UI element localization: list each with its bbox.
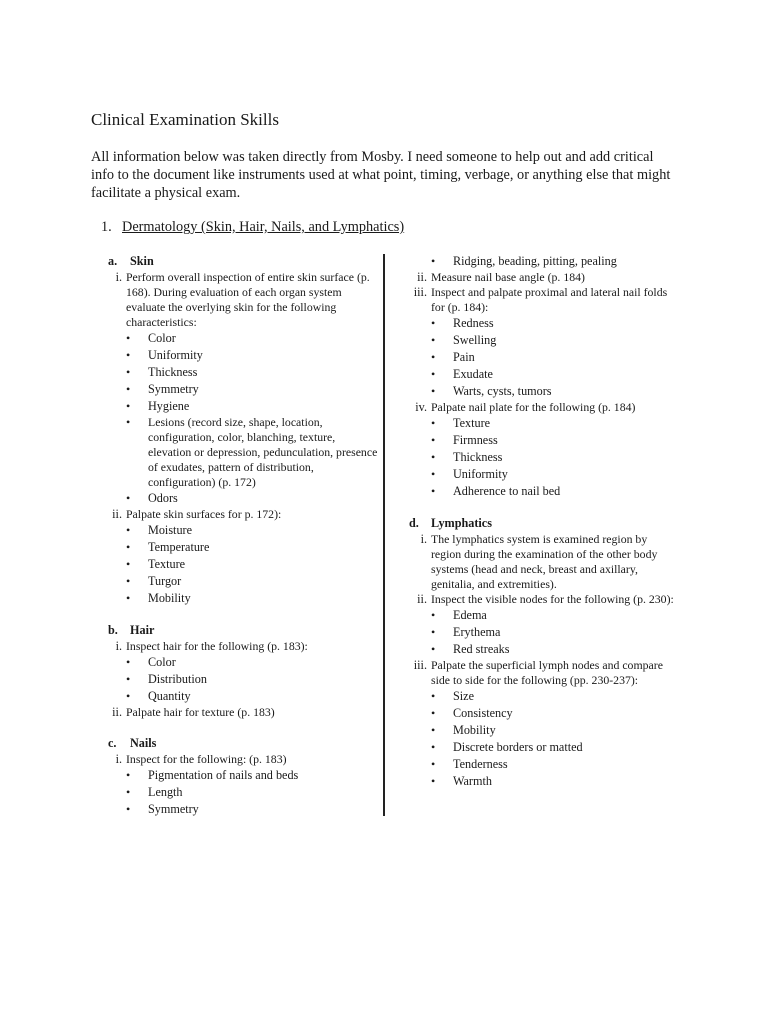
nails-item-iii: iii. Inspect and palpate proximal and lateral nail folds for (p. 184):: [413, 285, 668, 314]
list-item: [409, 607, 679, 624]
bullet-icon: •: [431, 254, 436, 268]
bullet-icon: •: [126, 491, 131, 505]
list-item-text: Hygiene: [148, 399, 190, 413]
bullet-icon: •: [431, 433, 436, 447]
nails-item-ii: ii. Measure nail base angle (p. 184): [417, 270, 585, 284]
list-item: [108, 784, 378, 801]
list-item-text: Warmth: [453, 774, 492, 788]
bullet-icon: •: [126, 689, 131, 703]
list-item: [108, 347, 378, 364]
bullet-icon: •: [126, 768, 131, 782]
bullet-icon: •: [431, 333, 436, 347]
hair-item-ii: ii. Palpate hair for texture (p. 183): [112, 705, 275, 719]
hair-item-i: i. Inspect hair for the following (p. 183):: [115, 639, 308, 653]
list-item-text: Pigmentation of nails and beds: [148, 768, 299, 782]
list-item: [409, 624, 679, 641]
subsection-heading-skin: a. Skin: [108, 254, 154, 268]
list-item: • Ridging, beading, pitting, pealing: [431, 254, 617, 268]
bullet-icon: •: [126, 655, 131, 669]
list-item: [409, 332, 679, 349]
subsection-heading-lymphatics: d. Lymphatics: [409, 516, 492, 530]
list-item-text: Uniformity: [148, 348, 203, 362]
list-item-text: Color: [148, 331, 176, 345]
list-item: [108, 654, 378, 671]
bullet-icon: •: [126, 331, 131, 345]
list-item: [409, 722, 679, 739]
bullet-icon: •: [126, 523, 131, 537]
list-item: [108, 671, 378, 688]
bullet-icon: •: [126, 785, 131, 799]
bullet-icon: •: [431, 740, 436, 754]
list-item-text: Consistency: [453, 706, 513, 720]
list-item: [108, 522, 378, 539]
nail-folds-list: [409, 315, 679, 400]
list-item-text: Color: [148, 655, 176, 669]
list-item: [409, 349, 679, 366]
bullet-icon: •: [431, 642, 436, 656]
list-item: [108, 767, 378, 784]
list-item-text: Pain: [453, 350, 475, 364]
list-item-text: Exudate: [453, 367, 493, 381]
section-title: Dermatology (Skin, Hair, Nails, and Lymphatics): [122, 219, 405, 235]
list-item-text: Swelling: [453, 333, 497, 347]
list-item-text: Turgor: [148, 574, 182, 588]
list-item-text: Mobility: [453, 723, 496, 737]
bullet-icon: •: [431, 608, 436, 622]
lymph-item-iii: iii. Palpate the superficial lymph nodes and compare side to side for the following (pp. 230-237):: [413, 658, 663, 687]
list-item: [409, 415, 679, 432]
list-item: [409, 432, 679, 449]
bullet-icon: •: [431, 625, 436, 639]
list-item-text: Texture: [148, 557, 186, 571]
bullet-icon: •: [431, 757, 436, 771]
list-item-text: Firmness: [453, 433, 498, 447]
list-item: [108, 398, 378, 415]
list-item: [108, 539, 378, 556]
right-column: [409, 253, 679, 790]
skin-characteristics-list: [108, 330, 378, 507]
bullet-icon: •: [126, 672, 131, 686]
bullet-icon: •: [431, 723, 436, 737]
list-item-text: Symmetry: [148, 382, 199, 396]
bullet-icon: •: [126, 415, 131, 429]
bullet-icon: •: [431, 350, 436, 364]
list-item: [409, 705, 679, 722]
nails-inspect-list: [108, 767, 378, 818]
skin-item-i: i. Perform overall inspection of entire skin surface (p. 168). During evaluation of each organ system evaluate the overlying skin for the following characteristics:: [115, 270, 370, 329]
list-item: [108, 801, 378, 818]
list-item-text: Edema: [453, 608, 487, 622]
list-item-text: Discrete borders or matted: [453, 740, 583, 754]
bullet-icon: •: [126, 365, 131, 379]
bullet-icon: •: [126, 540, 131, 554]
hair-inspect-list: [108, 654, 378, 705]
subsection-heading-hair: b. Hair: [108, 623, 155, 637]
bullet-icon: •: [431, 384, 436, 398]
list-item: [108, 556, 378, 573]
bullet-icon: •: [126, 802, 131, 816]
list-item-text: Distribution: [148, 672, 207, 686]
visible-nodes-list: [409, 607, 679, 658]
skin-palpate-list: [108, 522, 378, 607]
list-item-text: Thickness: [148, 365, 198, 379]
list-item: [108, 688, 378, 705]
list-item-text: Thickness: [453, 450, 503, 464]
page-title: Clinical Examination Skills: [91, 110, 279, 129]
bullet-icon: •: [431, 450, 436, 464]
bullet-icon: •: [126, 399, 131, 413]
list-item-text: Adherence to nail bed: [453, 484, 561, 498]
skin-item-ii: ii. Palpate skin surfaces for p. 172):: [112, 507, 282, 521]
bullet-icon: •: [126, 591, 131, 605]
list-item: [108, 490, 378, 507]
bullet-icon: •: [126, 348, 131, 362]
bullet-icon: •: [431, 484, 436, 498]
list-item: [108, 415, 378, 490]
bullet-icon: •: [431, 689, 436, 703]
list-item-text: Length: [148, 785, 183, 799]
list-item: [409, 483, 679, 500]
lymph-item-ii: ii. Inspect the visible nodes for the following (p. 230):: [417, 592, 674, 606]
list-item-text: Size: [453, 689, 474, 703]
nails-item-iv: iv. Palpate nail plate for the following (p. 184): [415, 400, 636, 414]
list-item: [108, 590, 378, 607]
subsection-heading-nails: c. Nails: [108, 736, 157, 750]
list-item: [108, 330, 378, 347]
list-item-text: Moisture: [148, 523, 193, 537]
list-item: [409, 315, 679, 332]
bullet-icon: •: [431, 706, 436, 720]
lymph-item-i: i. The lymphatics system is examined region by region during the examination of the other body systems (head and neck, breast and axillary, genitalia, and extremities).: [420, 532, 658, 591]
section-heading: [101, 219, 404, 236]
list-item-text: Tenderness: [453, 757, 508, 771]
list-item-text: Temperature: [148, 540, 210, 554]
list-item: [409, 366, 679, 383]
section-number: 1.: [101, 219, 112, 235]
bullet-icon: •: [431, 367, 436, 381]
list-item: [409, 773, 679, 790]
nail-plate-list: [409, 415, 679, 500]
column-divider: [383, 254, 385, 816]
nails-item-i: i. Inspect for the following: (p. 183): [115, 752, 287, 766]
list-item: [409, 756, 679, 773]
list-item-text: Texture: [453, 416, 491, 430]
list-item-text: Uniformity: [453, 467, 508, 481]
list-item-text: Symmetry: [148, 802, 199, 816]
list-item-text: Warts, cysts, tumors: [453, 384, 552, 398]
list-item: [409, 641, 679, 658]
bullet-icon: •: [431, 316, 436, 330]
list-item-text: Odors: [148, 491, 178, 505]
list-item: [409, 466, 679, 483]
list-item-text: Red streaks: [453, 642, 510, 656]
bullet-icon: •: [431, 416, 436, 430]
bullet-icon: •: [126, 382, 131, 396]
list-item: [409, 688, 679, 705]
list-item: [409, 383, 679, 400]
bullet-icon: •: [126, 557, 131, 571]
bullet-icon: •: [431, 467, 436, 481]
list-item-text: Quantity: [148, 689, 191, 703]
intro-paragraph: All information below was taken directly from Mosby. I need someone to help out and add critical info to the document like instruments used at what point, timing, verbage, or anything else that might facilitate a physical exam.: [91, 149, 671, 201]
left-column: [108, 253, 378, 818]
list-item-text: Erythema: [453, 625, 501, 639]
list-item-text: Mobility: [148, 591, 191, 605]
list-item: [108, 364, 378, 381]
lymph-palpate-list: [409, 688, 679, 790]
list-item: [108, 381, 378, 398]
list-item-text: Redness: [453, 316, 494, 330]
list-item: [108, 573, 378, 590]
list-item: [409, 739, 679, 756]
list-item: [409, 449, 679, 466]
list-item-text: Lesions (record size, shape, location, configuration, color, blanching, texture, elevation or depression, pedunculation, presence of exudates, pattern of distribution, configuration) (p. 172): [148, 415, 378, 489]
bullet-icon: •: [431, 774, 436, 788]
bullet-icon: •: [126, 574, 131, 588]
